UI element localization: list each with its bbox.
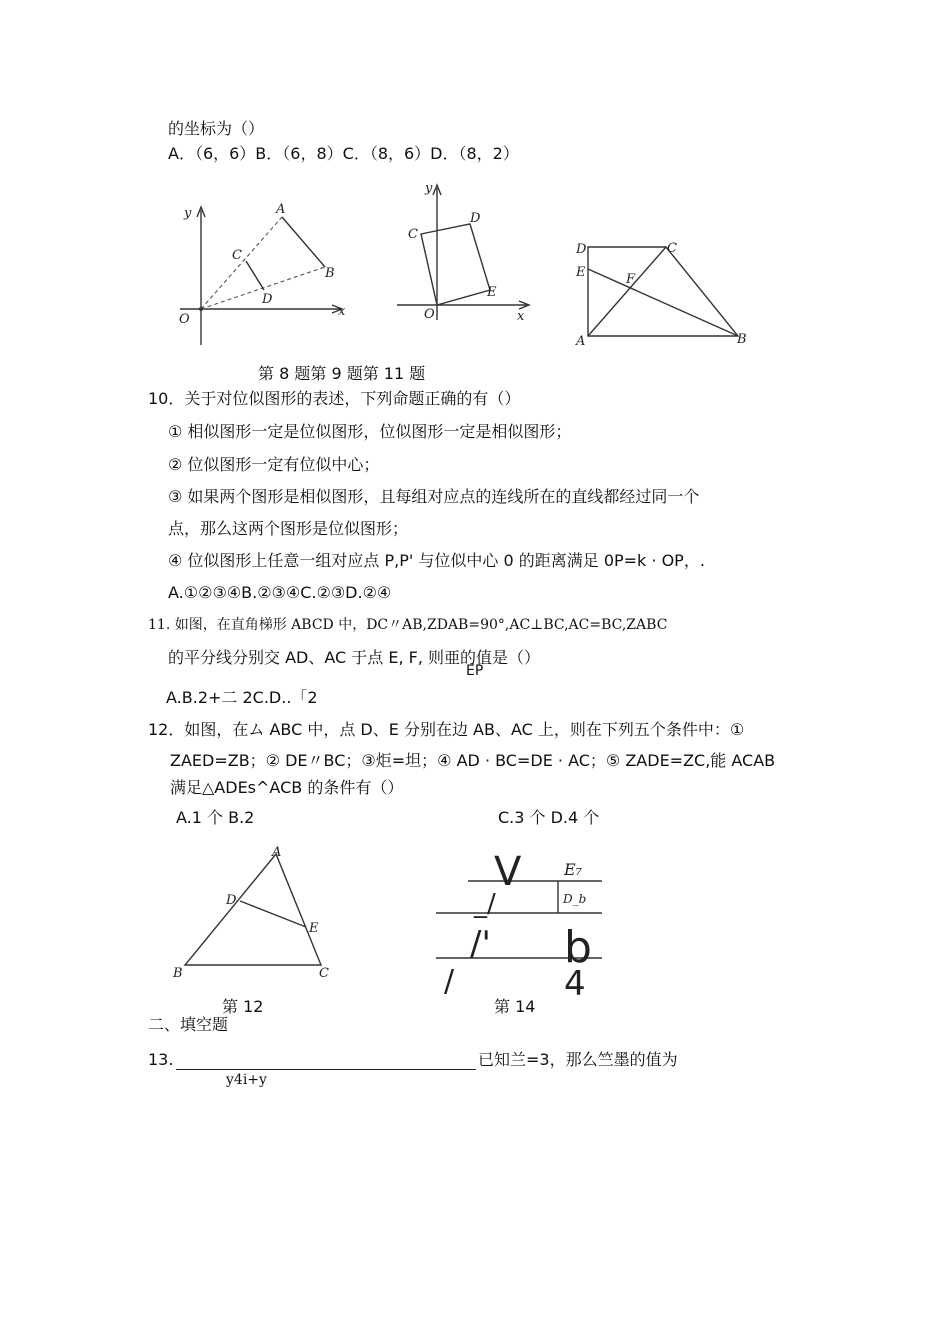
- fig8-segment-cd: [246, 261, 264, 290]
- fig14-glyph-b: b: [564, 922, 592, 973]
- fig8-label-a: A: [276, 202, 286, 217]
- fig14-glyph-e7: E₇: [564, 860, 583, 879]
- q11-stem1: 11. 如图，在直角梯形 ABCD 中，DC〃AB,ZDAB=90°,AC⊥BC,AC=BC,ZABC: [148, 617, 668, 633]
- caption-fig12: 第 12: [222, 997, 264, 1016]
- q12-stem1: 12．如图，在ム ABC 中，点 D、E 分别在边 AB、AC 上，则在下列五个条件中：①: [148, 720, 745, 739]
- figure-8: [170, 195, 350, 350]
- fig9-label-o: O: [424, 307, 435, 322]
- figure-9: [395, 178, 535, 328]
- fig9-label-d: D: [470, 211, 481, 226]
- q13-text: 已知兰=3，那么竺墨的值为: [478, 1050, 678, 1069]
- fig11-label-a: A: [576, 334, 586, 349]
- fig8-segment-ab: [282, 217, 325, 267]
- fig12-label-a: A: [272, 845, 282, 860]
- fig12-label-e: E: [309, 921, 319, 936]
- captions-row1: 第 8 题第 9 题第 11 题: [258, 364, 426, 383]
- fig14-glyph-v: V: [494, 849, 522, 895]
- q9-stem: 的坐标为（）: [168, 119, 265, 138]
- fig11-label-b: B: [737, 332, 747, 347]
- q9-options: A．（6，6）B．（6，8）C．（8，6）D．（8，2）: [168, 144, 519, 163]
- fig11-label-c: C: [667, 241, 677, 256]
- q10-item1: ① 相似图形一定是位似图形，位似图形一定是相似图形；: [168, 422, 572, 441]
- q10-options: A.①②③④B.②③④C.②③D.②④: [168, 583, 392, 602]
- fig12-label-b: B: [173, 966, 183, 981]
- fig9-label-y: y: [425, 181, 433, 196]
- fig9-label-e: E: [487, 285, 497, 300]
- q10-item3a: ③ 如果两个图形是相似图形，且每组对应点的连线所在的直线都经过同一个: [168, 487, 700, 506]
- fig11-bisector-be: [588, 269, 738, 336]
- fig11-trapezoid: [588, 247, 738, 336]
- q13-sub: y4i+y: [226, 1072, 267, 1088]
- q11-frac-den: EP: [466, 663, 484, 679]
- fig8-label-b: B: [325, 266, 335, 281]
- fig11-label-d: D: [576, 242, 587, 257]
- fig8-label-o: O: [179, 312, 190, 327]
- fig12-label-d: D: [226, 893, 237, 908]
- figure-11: [570, 235, 755, 350]
- q10-item4: ④ 位似图形上任意一组对应点 P,P' 与位似中心 0 的距离满足 0P=k · OP，.: [168, 551, 705, 570]
- fig11-label-f: F: [626, 272, 636, 287]
- q13-number: 13.: [148, 1050, 174, 1069]
- q12-options-cd: C.3 个 D.4 个: [498, 808, 600, 827]
- fig14-glyph-i: /: [444, 964, 455, 999]
- fig8-label-x: x: [338, 304, 346, 319]
- fig14-glyph-4: 4: [564, 964, 586, 1004]
- fig14-glyph-slash1: _/: [474, 889, 496, 919]
- fig9-label-x: x: [517, 309, 525, 324]
- figure-14: [432, 845, 607, 1004]
- figure-12: [168, 842, 338, 984]
- q10-item3b: 点，那么这两个图形是位似图形；: [168, 519, 409, 538]
- fig9-label-c: C: [408, 227, 418, 242]
- q13-answer-blank[interactable]: [176, 1069, 476, 1070]
- fig11-diagonal-ac: [588, 247, 666, 336]
- fig11-label-e: E: [576, 265, 586, 280]
- fig14-glyph-db: D_b: [563, 892, 587, 906]
- fig8-label-d: D: [262, 292, 273, 307]
- q10-item2: ② 位似图形一定有位似中心；: [168, 455, 380, 474]
- fig12-triangle-abc: [185, 854, 321, 965]
- q11-stem2: 的平分线分别交 AD、AC 于点 E, F, 则亜的值是（）: [168, 648, 541, 667]
- caption-fig14: 第 14: [494, 997, 536, 1016]
- fig14-glyph-slash2: /': [470, 924, 491, 964]
- fig8-origin-dot: [199, 307, 203, 311]
- fig12-label-c: C: [319, 966, 329, 981]
- fig9-quadrilateral: [421, 224, 490, 305]
- q12-stem3: 满足△ADEs^ACB 的条件有（）: [170, 778, 404, 797]
- fig8-label-y: y: [184, 206, 192, 221]
- q10-stem: 10．关于对位似图形的表述，下列命题正确的有（）: [148, 389, 521, 408]
- fig8-label-c: C: [232, 248, 242, 263]
- section-fill-in-title: 二、填空题: [148, 1015, 229, 1034]
- q11-options: A.B.2+二 2C.D..「2: [166, 688, 318, 707]
- q12-options-ab: A.1 个 B.2: [176, 808, 255, 827]
- q12-stem2: ZAED=ZB；② DE〃BC；③炬=坦；④ AD · BC=DE · AC；⑤ ZADE=ZC,能 ACAB: [170, 751, 776, 770]
